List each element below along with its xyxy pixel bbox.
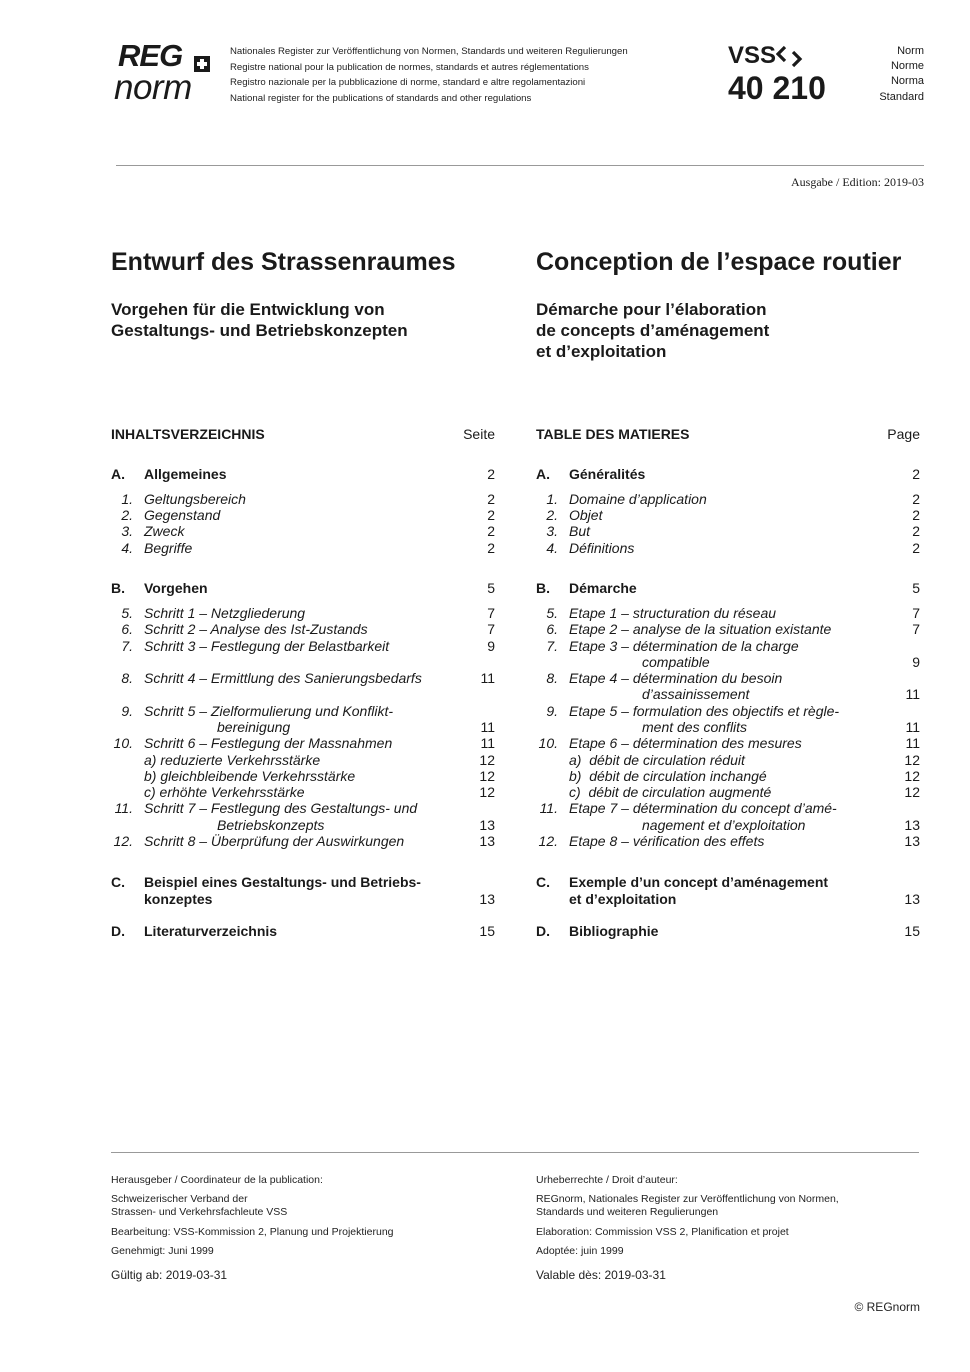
footer-copyright-line: Standards und weiteren Regulierungen xyxy=(536,1206,719,1218)
toc-entry-title-cont: compatible xyxy=(642,654,710,670)
toc-section-title: Exemple d’un concept d’aménagement xyxy=(569,874,829,890)
toc-subentry-title: b) débit de circulation inchangé xyxy=(569,768,767,784)
subtitle-fr-line: Démarche pour l’élaboration xyxy=(536,300,767,319)
register-line-it: Registro nazionale per la pubblicazione di norme, standard e altre regolamentazioni xyxy=(230,77,586,88)
toc-entry-num: 7. xyxy=(121,638,133,654)
toc-page-number: 2 xyxy=(487,466,495,482)
toc-subentry-title: c) débit de circulation augmenté xyxy=(569,784,772,800)
swiss-cross-icon xyxy=(194,56,210,72)
toc-entry-num: 4. xyxy=(546,540,558,556)
toc-entry-num: 3. xyxy=(546,523,558,539)
toc-entry-title: Domaine d’application xyxy=(569,491,707,507)
toc-entry-num: 6. xyxy=(121,621,133,637)
toc-entry-title: Etape 4 – détermination du besoin xyxy=(569,670,783,686)
toc-entry-title: Objet xyxy=(569,507,603,523)
toc-subentry-title: b) gleichbleibende Verkehrsstärke xyxy=(144,768,356,784)
toc-entry-title: Etape 5 – formulation des objectifs et règle- xyxy=(569,703,840,719)
toc-entry-title-cont: ment des conflits xyxy=(642,719,748,735)
toc-section-title: Beispiel eines Gestaltungs- und Betriebs- xyxy=(144,874,421,890)
toc-entry-title: Schritt 2 – Analyse des Ist-Zustands xyxy=(144,621,368,637)
subtitle-de-line: Gestaltungs- und Betriebskonzepten xyxy=(111,321,408,340)
norm-word-de: Norm xyxy=(897,45,924,57)
toc-entry-num: 5. xyxy=(546,605,558,621)
page-heading: Seite xyxy=(463,426,495,442)
register-line-en: National register for the publications of standards and other regulations xyxy=(230,92,532,104)
toc-fr xyxy=(536,426,920,946)
toc-page-number: 12 xyxy=(479,784,495,800)
toc-page-number: 2 xyxy=(912,466,920,482)
title-fr: Conception de l’espace routier xyxy=(536,248,902,276)
toc-page-number: 2 xyxy=(487,540,495,556)
toc-de xyxy=(111,426,495,946)
footer-divider xyxy=(111,1152,919,1153)
toc-entry-num: 6. xyxy=(546,621,558,637)
toc-subentry-title: a) débit de circulation réduit xyxy=(569,752,745,768)
toc-page-number: 2 xyxy=(487,507,495,523)
toc-entry-title-cont: Betriebskonzepts xyxy=(217,817,325,833)
toc-page-number: 2 xyxy=(487,523,495,539)
toc-page-number: 11 xyxy=(480,670,495,686)
logo-norm: norm xyxy=(114,68,192,107)
page-heading: Page xyxy=(887,426,920,442)
toc-section-num: D. xyxy=(536,923,550,939)
toc-entry-num: 10. xyxy=(538,735,558,751)
toc-page-number: 9 xyxy=(487,638,495,654)
toc-entry-title: Zweck xyxy=(144,523,185,539)
toc-page-number: 11 xyxy=(905,735,920,751)
toc-entry-title: Etape 2 – analyse de la situation existante xyxy=(569,621,832,637)
toc-de-header xyxy=(111,426,495,444)
toc-subentry-title: a) reduzierte Verkehrsstärke xyxy=(144,752,321,768)
norm-type-labels xyxy=(879,44,924,105)
toc-page-number: 5 xyxy=(487,580,495,596)
toc-entry-num: 12. xyxy=(538,833,558,849)
copyright-notice: © REGnorm xyxy=(854,1300,920,1314)
toc-entry-num: 10. xyxy=(113,735,133,751)
footer-bearbeitung: Bearbeitung: VSS-Kommission 2, Planung und Projektierung xyxy=(111,1226,394,1238)
register-line-fr: Registre national pour la publication de normes, standards et autres réglementations xyxy=(230,61,589,73)
toc-page-number: 12 xyxy=(904,768,920,784)
register-line-de: Nationales Register zur Veröffentlichung von Normen, Standards und weiteren Regulierungen xyxy=(230,46,628,57)
toc-entry-num: 12. xyxy=(113,833,133,849)
toc-page-number: 11 xyxy=(905,719,920,735)
toc-section-num: B. xyxy=(111,580,125,596)
toc-heading: INHALTSVERZEICHNIS xyxy=(111,426,265,442)
toc-page-number: 2 xyxy=(912,507,920,523)
toc-page-number: 13 xyxy=(904,833,920,849)
toc-entry-num: 1. xyxy=(121,491,133,507)
footer-adoptee: Adoptée: juin 1999 xyxy=(536,1245,624,1257)
toc-page-number: 13 xyxy=(904,817,920,833)
toc-page-number: 7 xyxy=(487,621,495,637)
footer-publisher-line: Schweizerischer Verband der xyxy=(111,1193,248,1205)
toc-page-number: 2 xyxy=(912,523,920,539)
subtitle-fr-line: de concepts d’aménagement xyxy=(536,321,770,340)
toc-page-number: 11 xyxy=(480,735,495,751)
toc-section-title: Bibliographie xyxy=(569,923,659,939)
toc-entry-num: 3. xyxy=(121,523,133,539)
toc-entry-title: Geltungsbereich xyxy=(144,491,246,507)
toc-entry-title-cont: nagement et d’exploitation xyxy=(642,817,806,833)
toc-entry-title: Schritt 5 – Zielformulierung und Konflikt- xyxy=(144,703,393,719)
toc-subentry-title: c) erhöhte Verkehrsstärke xyxy=(144,784,305,800)
toc-entry-num: 11. xyxy=(539,800,558,816)
toc-page-number: 13 xyxy=(479,891,495,907)
toc-entry-title-cont: d’assainissement xyxy=(642,686,750,702)
toc-page-number: 9 xyxy=(912,654,920,670)
toc-entry-title: Etape 8 – vérification des effets xyxy=(569,833,765,849)
footer-valid-fr: Valable dès: 2019-03-31 xyxy=(536,1268,666,1282)
footer-genehmigt: Genehmigt: Juni 1999 xyxy=(111,1245,214,1257)
footer-copyright-label: Urheberrechte / Droit d’auteur: xyxy=(536,1174,678,1186)
toc-page-number: 7 xyxy=(912,621,920,637)
toc-entry-num: 4. xyxy=(121,540,133,556)
toc-page-number: 13 xyxy=(479,817,495,833)
toc-section-num: C. xyxy=(111,874,125,890)
toc-entry-title-cont: bereinigung xyxy=(217,719,291,735)
toc-fr-header xyxy=(536,426,920,444)
toc-section-title-cont: et d’exploitation xyxy=(569,891,677,907)
toc-section-title-cont: konzeptes xyxy=(144,891,213,907)
toc-section-title: Vorgehen xyxy=(144,580,208,596)
toc-entry-title: Définitions xyxy=(569,540,635,556)
toc-entry-num: 2. xyxy=(121,507,133,523)
toc-entry-num: 2. xyxy=(546,507,558,523)
toc-entry-num: 8. xyxy=(121,670,133,686)
toc-entry-num: 1. xyxy=(546,491,558,507)
toc-entry-title: Etape 6 – détermination des mesures xyxy=(569,735,802,751)
toc-entry-num: 5. xyxy=(121,605,133,621)
header-divider xyxy=(116,165,924,166)
toc-section-title: Généralités xyxy=(569,466,646,482)
logo-reg: REG xyxy=(118,38,183,73)
toc-page-number: 7 xyxy=(912,605,920,621)
toc-page-number: 11 xyxy=(480,719,495,735)
vss-logo-text: VSS xyxy=(728,42,777,69)
subtitle-fr xyxy=(536,299,769,362)
toc-page-number: 5 xyxy=(912,580,920,596)
toc-entry-title: Gegenstand xyxy=(144,507,221,523)
toc-entry-num: 11. xyxy=(114,800,133,816)
toc-page-number: 15 xyxy=(479,923,495,939)
norm-word-fr: Norme xyxy=(890,60,924,73)
toc-page-number: 15 xyxy=(904,923,920,939)
vss-chevron-icon xyxy=(776,44,806,70)
toc-entry-title: But xyxy=(569,523,591,539)
subtitle-de-line: Vorgehen für die Entwicklung von xyxy=(111,300,385,319)
toc-entry-title: Schritt 8 – Überprüfung der Auswirkungen xyxy=(144,833,405,849)
title-de: Entwurf des Strassenraumes xyxy=(111,248,456,276)
toc-section-num: A. xyxy=(111,466,125,482)
toc-section-num: A. xyxy=(536,466,550,482)
toc-entry-title: Schritt 7 – Festlegung des Gestaltungs- und xyxy=(144,800,418,816)
toc-page-number: 12 xyxy=(479,752,495,768)
footer-copyright-line: REGnorm, Nationales Register zur Veröffentlichung von Normen, xyxy=(536,1193,839,1205)
toc-heading: TABLE DES MATIERES xyxy=(536,426,690,442)
toc-entry-title: Etape 7 – détermination du concept d’amé- xyxy=(569,800,837,816)
norm-number: 40 210 xyxy=(728,70,826,106)
toc-page-number: 2 xyxy=(912,540,920,556)
toc-entry-title: Etape 1 – structuration du réseau xyxy=(569,605,777,621)
toc-section-title: Allgemeines xyxy=(144,466,227,482)
norm-word-en: Standard xyxy=(879,90,924,103)
toc-entry-title: Etape 3 – détermination de la charge xyxy=(569,638,799,654)
toc-section-title: Démarche xyxy=(569,580,637,596)
toc-entry-num: 8. xyxy=(546,670,558,686)
toc-entry-num: 9. xyxy=(546,703,558,719)
toc-entry-num: 9. xyxy=(121,703,133,719)
footer-publisher-label: Herausgeber / Coordinateur de la publication: xyxy=(111,1174,323,1186)
edition-label: Ausgabe / Edition: 2019-03 xyxy=(791,175,924,189)
toc-section-num: D. xyxy=(111,923,125,939)
toc-page-number: 2 xyxy=(487,491,495,507)
toc-entry-title: Schritt 4 – Ermittlung des Sanierungsbedarfs xyxy=(144,670,422,686)
toc-page-number: 12 xyxy=(904,752,920,768)
toc-page-number: 2 xyxy=(912,491,920,507)
toc-page-number: 13 xyxy=(479,833,495,849)
subtitle-fr-line: et d’exploitation xyxy=(536,342,667,361)
toc-page-number: 12 xyxy=(479,768,495,784)
footer-publisher xyxy=(111,1193,287,1219)
subtitle-de xyxy=(111,299,408,341)
footer-elaboration: Elaboration: Commission VSS 2, Planification et projet xyxy=(536,1226,789,1238)
toc-entry-title: Begriffe xyxy=(144,540,193,556)
toc-page-number: 11 xyxy=(905,686,920,702)
toc-section-num: B. xyxy=(536,580,550,596)
toc-entry-title: Schritt 3 – Festlegung der Belastbarkeit xyxy=(144,638,390,654)
toc-page-number: 7 xyxy=(487,605,495,621)
norm-word-it: Norma xyxy=(890,75,924,88)
register-description xyxy=(230,44,628,106)
footer-publisher-line: Strassen- und Verkehrsfachleute VSS xyxy=(111,1206,288,1218)
footer-valid-de: Gültig ab: 2019-03-31 xyxy=(111,1268,228,1282)
footer-copyright-holder xyxy=(536,1193,839,1219)
toc-entry-num: 7. xyxy=(546,638,558,654)
toc-section-num: C. xyxy=(536,874,550,890)
toc-page-number: 13 xyxy=(904,891,920,907)
toc-entry-title: Schritt 6 – Festlegung der Massnahmen xyxy=(144,735,393,751)
toc-entry-title: Schritt 1 – Netzgliederung xyxy=(144,605,306,621)
toc-page-number: 12 xyxy=(904,784,920,800)
toc-section-title: Literaturverzeichnis xyxy=(144,923,278,939)
